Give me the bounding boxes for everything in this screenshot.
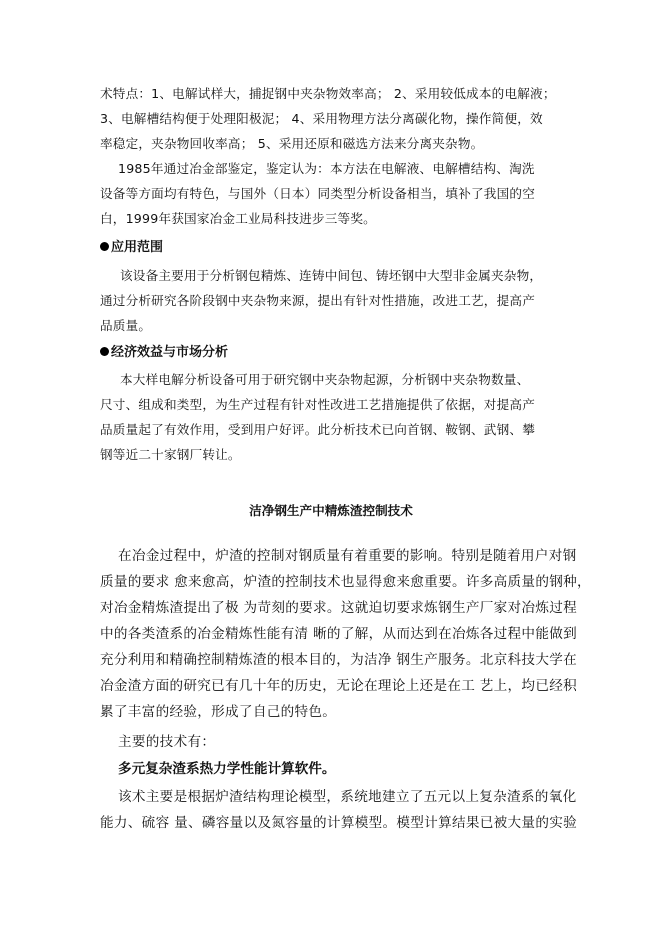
economics-line-1: 本大样电解分析设备可用于研究钢中夹杂物起源，分析钢中夹杂物数量、 [120, 372, 530, 387]
appraisal-line-3: 白，1999年获国家冶金工业局科技进步三等奖。 [100, 211, 376, 226]
application-line-3: 品质量。 [100, 318, 152, 333]
economics-line-2: 尺寸、组成和类型，为生产过程有针对性改进工艺措施提供了依据，对提高产 [100, 397, 535, 412]
feature-line-2: 3、电解槽结构便于处理阳极泥； 4、采用物理方法分离碳化物，操作简便，效 [100, 111, 543, 126]
application-heading [100, 240, 163, 256]
main-tech-label: 主要的技术有： [118, 734, 216, 750]
application-line-2: 通过分析研究各阶段钢中夹杂物来源，提出有针对性措施，改进工艺，提高产 [100, 293, 535, 308]
bullet-icon [100, 242, 109, 251]
application-line-1: 该设备主要用于分析钢包精炼、连铸中间包、铸坯钢中大型非金属夹杂物， [120, 268, 543, 283]
intro-line-3: 对冶金精炼渣提出了极 为苛刻的要求。这就迫切要求炼钢生产厂家对冶炼过程 [100, 600, 578, 616]
body-line-1: 该术主要是根据炉渣结构理论模型，系统地建立了五元以上复杂渣系的氧化 [118, 789, 577, 805]
intro-line-7: 累了丰富的经验，形成了自己的特色。 [100, 704, 337, 720]
feature-line-3: 率稳定，夹杂物回收率高； 5、采用还原和磁选方法来分离夹杂物。 [100, 136, 484, 151]
economics-line-4: 钢等近二十家钢厂转让。 [100, 447, 241, 462]
intro-line-1: 在冶金过程中，炉渣的控制对钢质量有着重要的影响。特别是随着用户对钢 [118, 548, 577, 564]
intro-line-2: 质量的要求 愈来愈高，炉渣的控制技术也显得愈来愈重要。许多高质量的钢种， [100, 574, 591, 590]
software-subheading: 多元复杂渣系热力学性能计算软件。 [118, 761, 336, 777]
bullet-icon [100, 347, 109, 356]
appraisal-line-1: 1985年通过冶金部鉴定，鉴定认为：本方法在电解液、电解槽结构、淘洗 [118, 161, 535, 176]
intro-line-4: 中的各类渣系的冶金精炼性能有清 晰的了解，从而达到在冶炼各过程中能做到 [100, 626, 578, 642]
application-heading-text: 应用范围 [111, 240, 164, 255]
economics-line-3: 品质量起了有效作用，受到用户好评。此分析技术已向首钢、鞍钢、武钢、攀 [100, 422, 535, 437]
intro-line-5: 充分利用和精确控制精炼渣的根本目的，为洁净 钢生产服务。北京科技大学在 [100, 652, 578, 668]
economics-heading [100, 345, 228, 361]
feature-line-1: 术特点：1、电解试样大，捕捉钢中夹杂物效率高； 2、采用较低成本的电解液； [100, 86, 556, 101]
body-line-2: 能力、硫容 量、磷容量以及氮容量的计算模型。模型计算结果已被大量的实验 [100, 815, 578, 831]
intro-line-6: 冶金渣方面的研究已有几十年的历史，无论在理论上还是在工 艺上，均已经积 [100, 678, 578, 694]
appraisal-line-2: 设备等方面均有特色，与国外（日本）同类型分析设备相当，填补了我国的空 [100, 186, 535, 201]
article-title: 洁净钢生产中精炼渣控制技术 [249, 503, 413, 518]
economics-heading-text: 经济效益与市场分析 [111, 345, 229, 360]
